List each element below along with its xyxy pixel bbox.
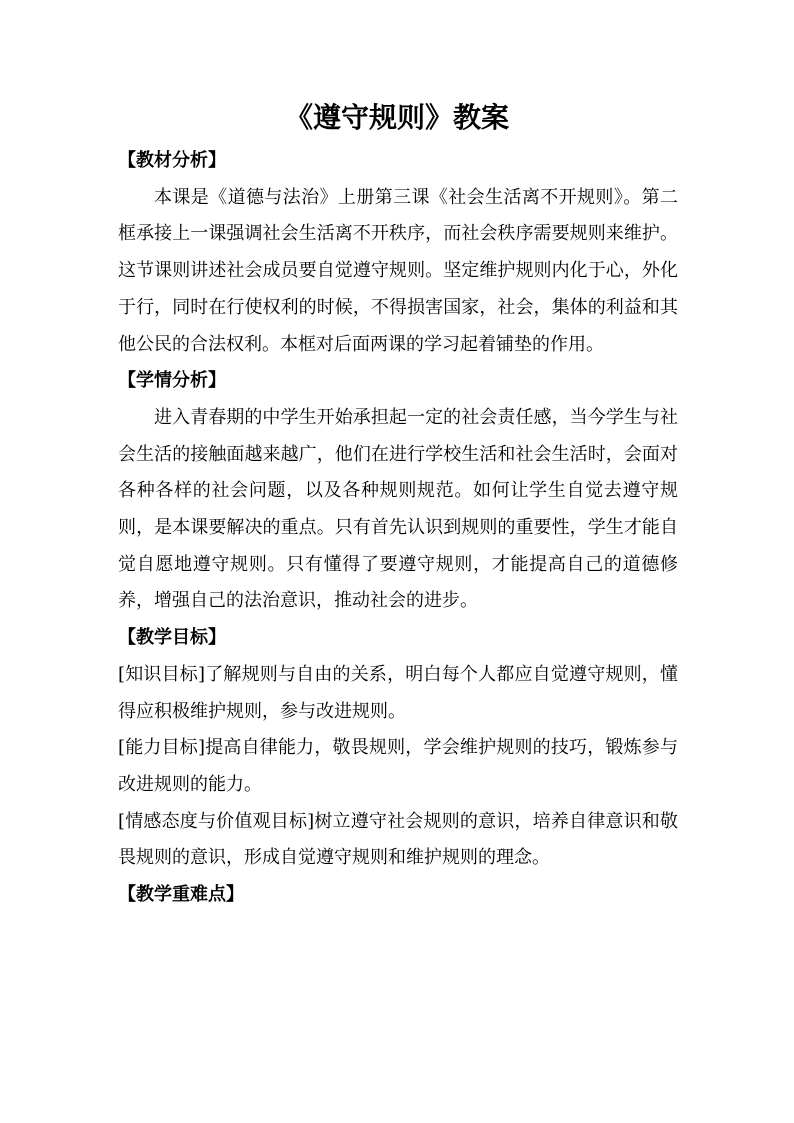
- section-heading-key-difficulties: 【教学重难点】: [118, 884, 244, 906]
- goal-emotion-values: [情感态度与价值观目标]树立遵守社会规则的意识，培养自律意识和敬畏规则的意识，形成自觉遵守规则和维护规则的理念。: [118, 810, 678, 869]
- goal-knowledge: [知识目标]了解规则与自由的关系，明白每个人都应自觉遵守规则，懂得应积极维护规则，参与改进规则。: [118, 663, 678, 722]
- section-paragraph-student-analysis: 进入青春期的中学生开始承担起一定的社会责任感，当今学生与社会生活的接触面越来越广，他们在进行学校生活和社会生活时，会面对各种各样的社会问题，以及各种规则规范。如何让学生自觉去遵守规则，是本课要解决的重点。只有首先认识到规则的重要性，学生才能自觉自愿地遵守规则。只有懂得了要遵守规则，才能提高自己的道德修养，增强自己的法治意识，推动社会的进步。: [118, 406, 678, 612]
- section-heading-teaching-goals: 【教学目标】: [118, 627, 226, 649]
- goal-ability: [能力目标]提高自律能力，敬畏规则，学会维护规则的技巧，锻炼参与改进规则的能力。: [118, 737, 678, 795]
- section-paragraph-textbook-analysis: 本课是《道德与法治》上册第三课《社会生活离不开规则》。第二框承接上一课强调社会生活离不开秩序，而社会秩序需要规则来维护。这节课则讲述社会成员要自觉遵守规则。坚定维护规则内化于心，外化于行，同时在行使权利的时候，不得损害国家，社会，集体的利益和其他公民的合法权利。本框对后面两课的学习起着铺垫的作用。: [118, 186, 678, 355]
- section-heading-student-analysis: 【学情分析】: [118, 370, 226, 392]
- document-body: [118, 143, 678, 914]
- section-heading-textbook-analysis: 【教材分析】: [118, 150, 226, 171]
- page-title: 《遵守规则》教案: [284, 101, 509, 134]
